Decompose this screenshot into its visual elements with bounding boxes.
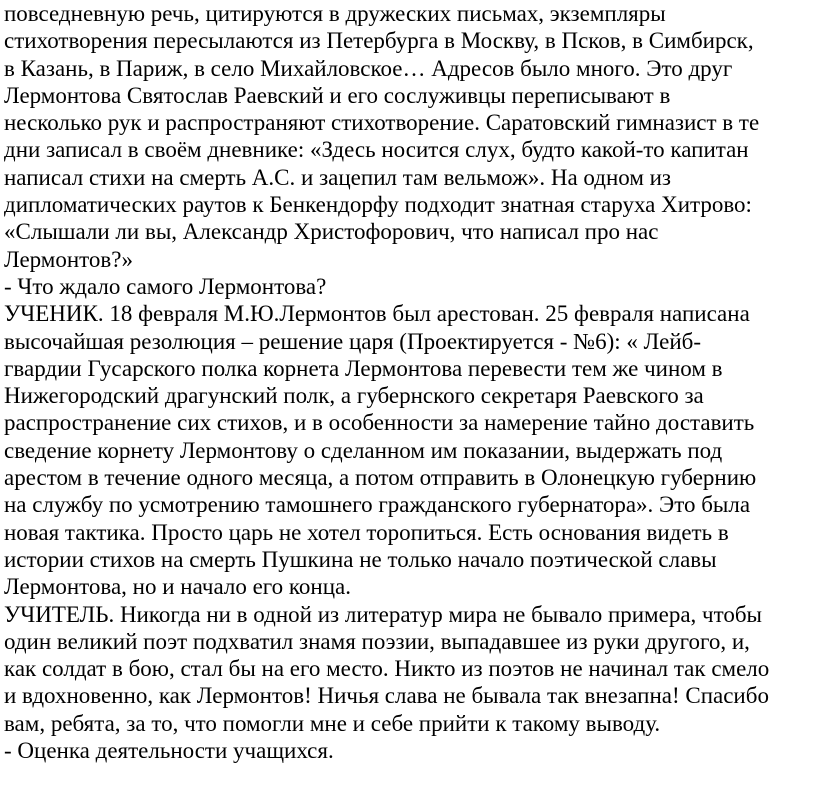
text-line: дни записал в своём дневнике: «Здесь носится слух, будто какой-то капитан [4, 137, 749, 163]
text-line: высочайшая резолюция – решение царя (Проектируется - №6): « Лейб- [4, 328, 701, 354]
text-line: вам, ребята, за то, что помогли мне и себе прийти к такому выводу. [4, 710, 661, 736]
text-line: на службу по усмотрению тамошнего гражданского губернатора». Это была [4, 492, 751, 518]
text-line: Нижегородский драгунский полк, а губернского секретаря Раевского за [4, 383, 704, 409]
text-line: Лермонтов?» [4, 246, 133, 272]
text-line: стихотворения пересылаются из Петербурга в Москву, в Псков, в Симбирск, [4, 28, 754, 54]
text-line: несколько рук и распространяют стихотворение. Саратовский гимназист в те [4, 110, 760, 136]
text-line: гвардии Гусарского полка корнета Лермонтова перевести тем же чином в [4, 355, 723, 381]
text-line: новая тактика. Просто царь не хотел торопиться. Есть основания видеть в [4, 519, 729, 545]
text-line: написал стихи на смерть А.С. и зацепил там вельмож». На одном из [4, 164, 672, 190]
text-line: сведение корнету Лермонтову о сделанном им показании, выдержать под [4, 437, 723, 463]
text-line: «Слышали ли вы, Александр Христофорович, что написал про нас [4, 219, 659, 245]
text-line: арестом в течение одного месяца, а потом отправить в Олонецкую губернию [4, 465, 757, 491]
document-body [4, 0, 814, 764]
text-line: Лермонтова Святослав Раевский и его сослуживцы переписывают в [4, 82, 671, 108]
teacher-remark-line: УЧИТЕЛЬ. Никогда ни в одной из литератур мира не бывало примера, чтобы [4, 601, 763, 627]
text-line: один великий поэт подхватил знамя поэзии, выпадавшее из руки другого, и, [4, 628, 750, 654]
question-line: - Что ждало самого Лермонтова? [4, 273, 327, 299]
text-line: дипломатических раутов к Бенкендорфу подходит знатная старуха Хитрово: [4, 192, 752, 218]
text-line: и вдохновенно, как Лермонтов! Ничья слава не бывала так внезапна! Спасибо [4, 683, 769, 709]
text-line: повседневную речь, цитируются в дружеских письмах, экземпляры [4, 1, 666, 26]
text-line: истории стихов на смерть Пушкина не только начало поэтической славы [4, 546, 717, 572]
text-line: распространение сих стихов, и в особенности за намерение тайно доставить [4, 410, 755, 436]
closing-line: - Оценка деятельности учащихся. [4, 738, 334, 764]
text-line: как солдат в бою, стал бы на его место. Никто из поэтов не начинал так смело [4, 656, 770, 682]
text-line: Лермонтова, но и начало его конца. [4, 574, 351, 600]
text-line: в Казань, в Париж, в село Михайловское… Адресов было много. Это друг [4, 55, 733, 81]
student-answer-line: УЧЕНИК. 18 февраля М.Ю.Лермонтов был арестован. 25 февраля написана [4, 301, 750, 327]
